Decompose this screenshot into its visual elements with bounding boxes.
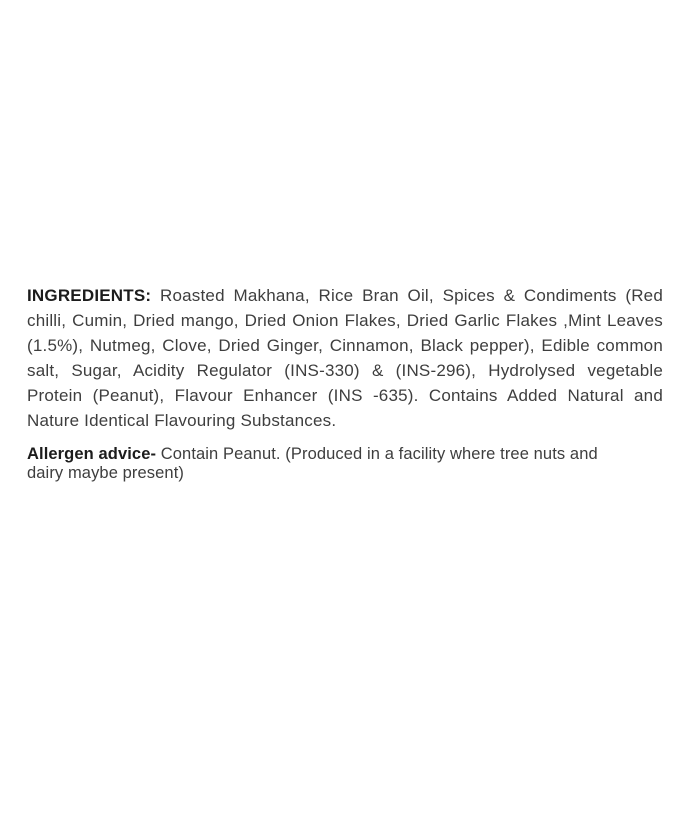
product-label-panel [27,283,663,483]
ingredients-heading: INGREDIENTS: [27,286,152,305]
ingredients-line: chilli, Cumin, Dried mango, Dried Onion Flakes, Dried Garlic Flakes ,Mint Leaves [27,311,663,330]
ingredients-paragraph [27,283,663,433]
ingredients-line: (1.5%), Nutmeg, Clove, Dried Ginger, Cinnamon, Black pepper), Edible common [27,336,663,355]
allergen-heading: Allergen advice- [27,445,157,463]
ingredients-line: Protein (Peanut), Flavour Enhancer (INS -635). Contains Added Natural and [27,386,663,405]
ingredients-line [27,283,663,308]
ingredients-line: salt, Sugar, Acidity Regulator (INS-330) & (INS-296), Hydrolysed vegetable [27,361,663,380]
allergen-paragraph [27,445,663,483]
allergen-line [27,445,663,464]
allergen-line: dairy maybe present) [27,464,184,482]
ingredients-line: Nature Identical Flavouring Substances. [27,411,337,430]
ingredients-line-text: Roasted Makhana, Rice Bran Oil, Spices & Condiments (Red [160,286,663,305]
allergen-line-text: Contain Peanut. (Produced in a facility where tree nuts and [160,445,598,463]
